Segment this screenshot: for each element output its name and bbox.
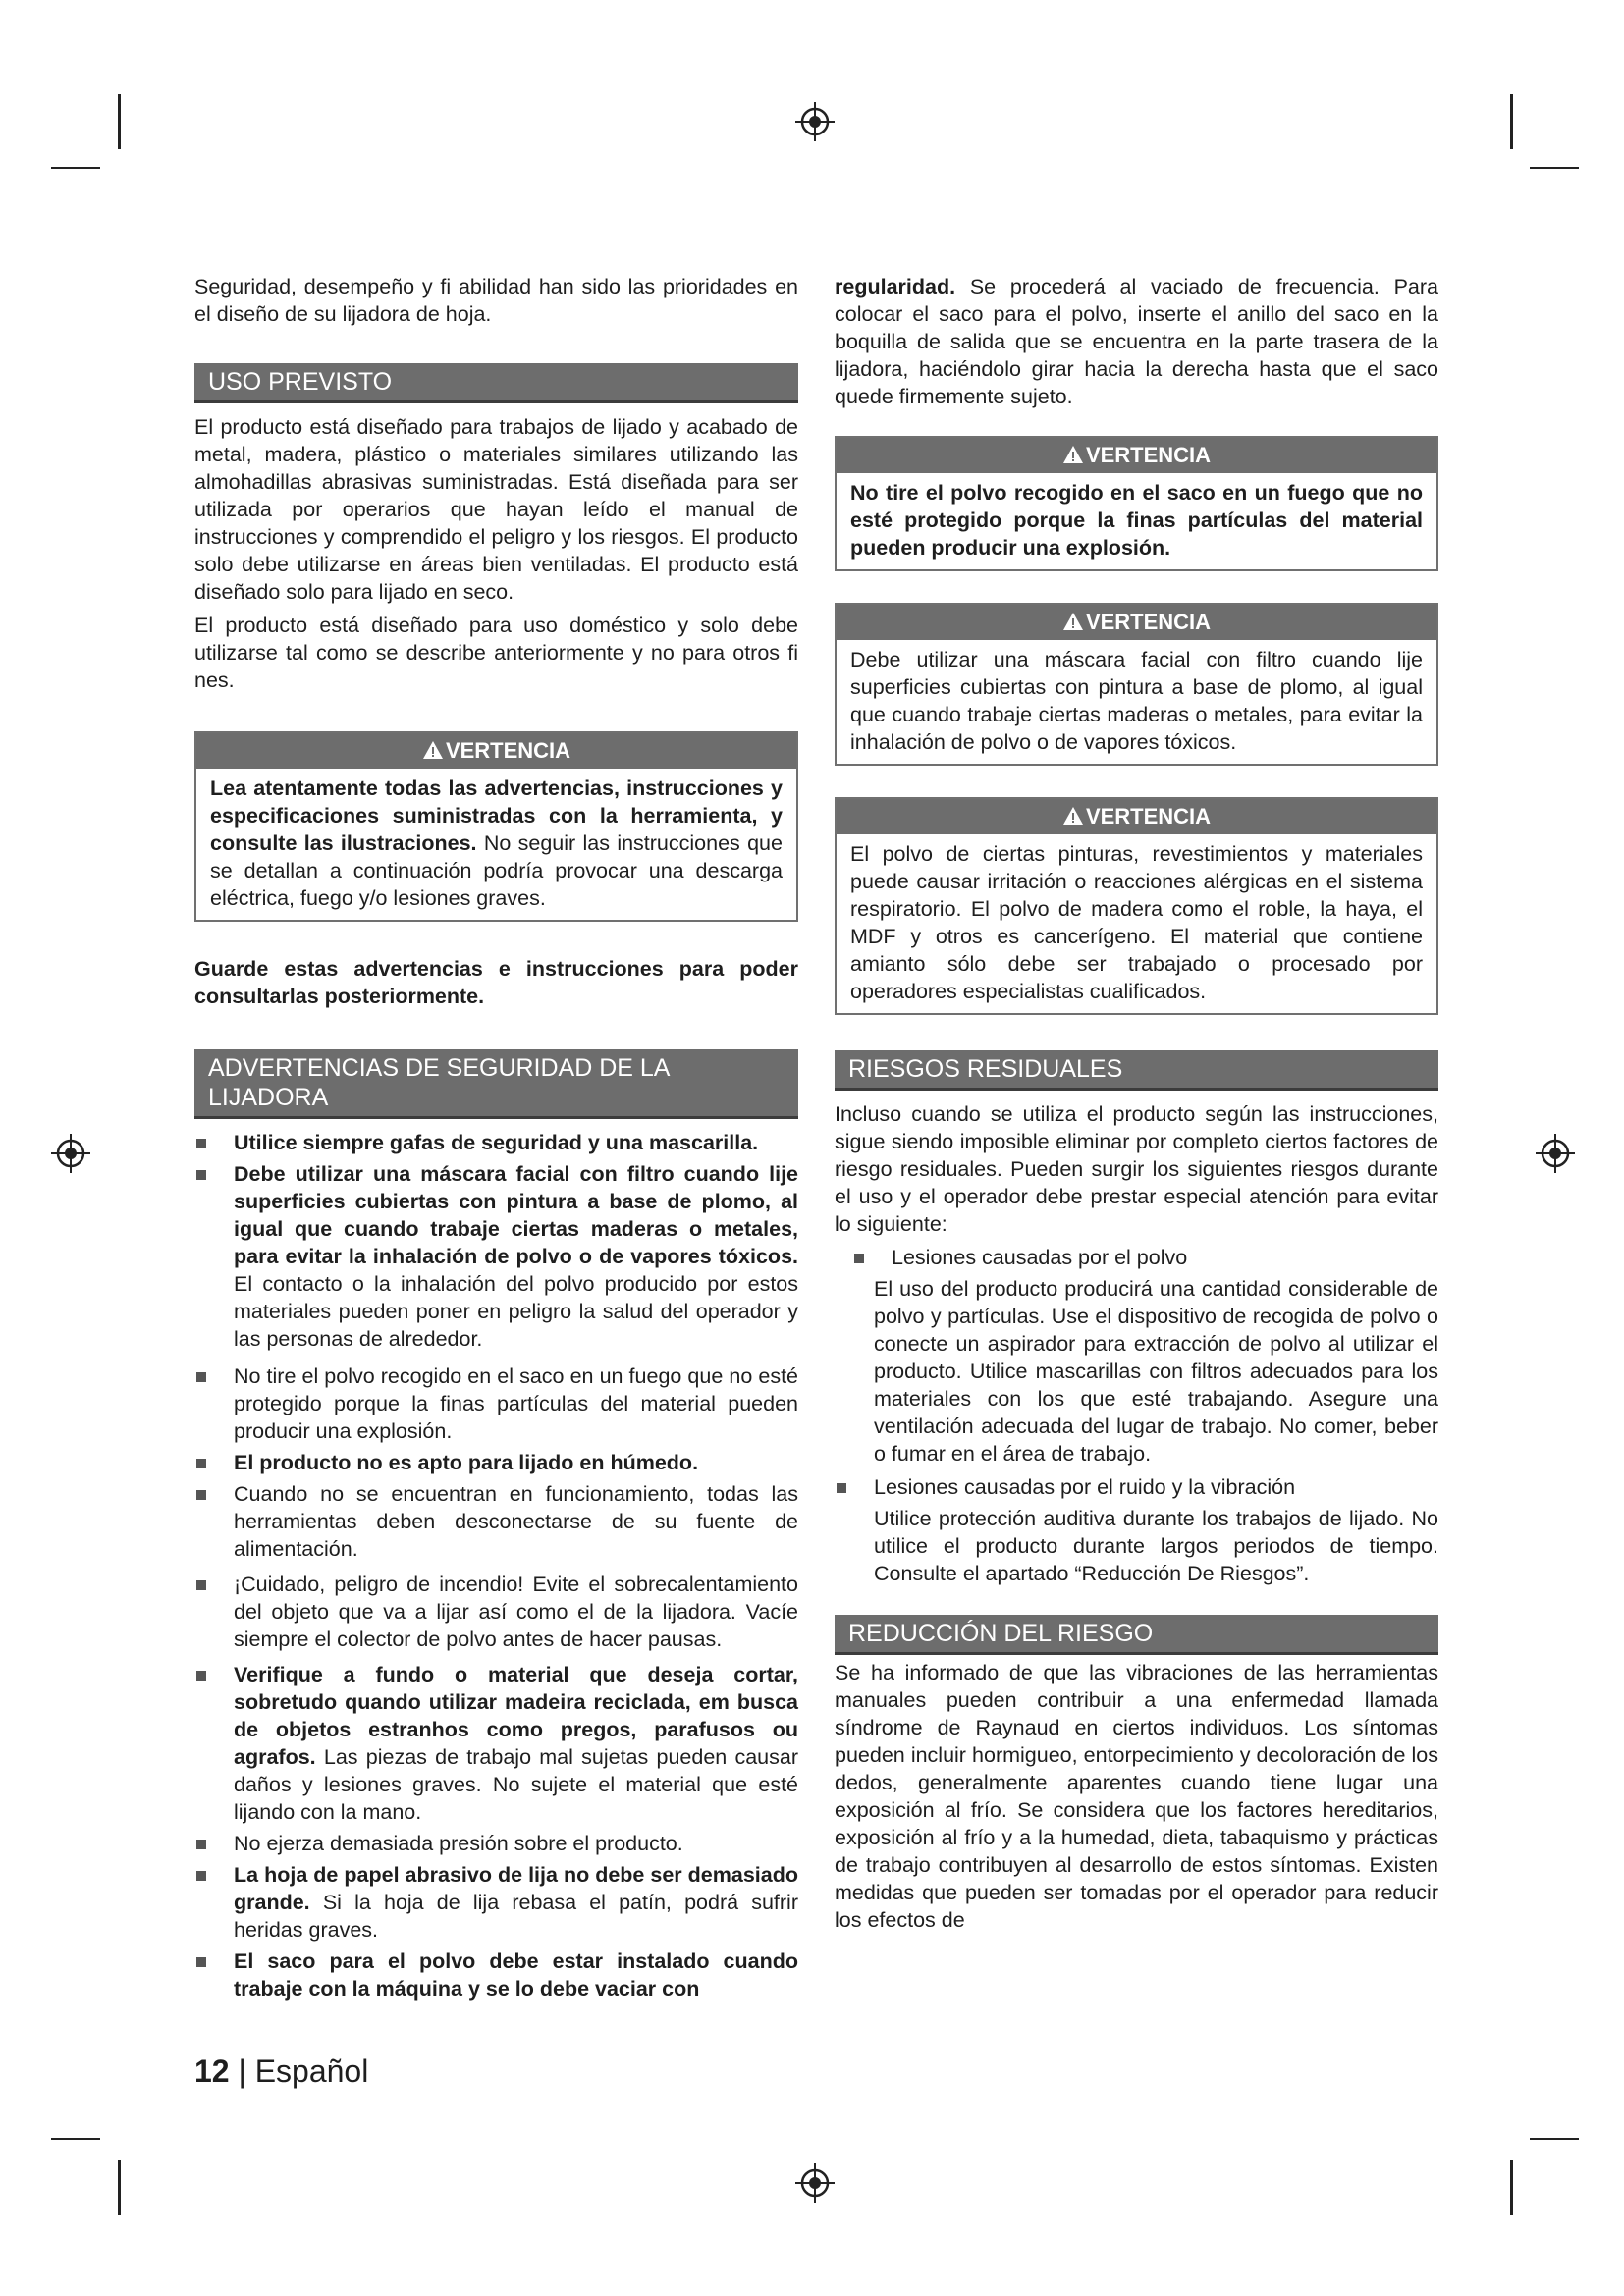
crop-mark [1530,167,1579,169]
list-item: El producto no es apto para lijado en húmedo. [194,1449,798,1476]
warning-body [196,769,796,920]
list-item: Cuando no se encuentran en funcionamiento, todas las herramientas deben desconectarse de su fuente de alimentación. [194,1480,798,1563]
page-footer [194,2054,368,2090]
list-item: No ejerza demasiada presión sobre el producto. [194,1830,798,1857]
footer-separator: | [229,2054,255,2089]
crop-mark [118,2160,121,2215]
registration-mark-icon [793,2162,837,2205]
list-item: La hoja de papel abrasivo de lija no debe ser demasiado grande. Si la hoja de lija rebasa el patín, podrá sufrir heridas graves. [194,1861,798,1944]
left-column [194,273,798,2006]
warning-label: VERTENCIA [1085,610,1212,634]
section-heading-riesgos: RIESGOS RESIDUALES [835,1050,1438,1091]
warning-header [837,605,1436,640]
riesgos-item-text: El uso del producto producirá una cantidad considerable de polvo y partículas. Use el dispositivo de recogida de polvo o conecte un aspirador para extracción de polvo al utilizar el producto. Utilice mascarillas con filtros adecuados para los materiales con los que esté trabajando. Asegure una ventilación adecuada del lugar de trabajo. No comer, beber o fumar en el área de trabajo. [874,1277,1438,1466]
warning-box [835,436,1438,571]
warning-box [835,797,1438,1015]
list-item: Lesiones causadas por el polvo [852,1244,1438,1271]
uso-previsto-paragraph: El producto está diseñado para uso doméstico y solo debe utilizarse tal como se describe anteriormente y no para otros fi nes. [194,614,798,692]
warning-header [837,799,1436,834]
continuation-text: regularidad. Se procederá al vaciado de frecuencia. Para colocar el saco para el polvo, inserte el anillo del saco en la boquilla de salida que se encuentra en la parte trasera de la lijadora, haciéndolo girar hacia la derecha hasta que el saco quede firmemente sujeto. [835,275,1438,408]
warning-label: VERTENCIA [1085,804,1212,828]
intro-text: Seguridad, desempeño y fi abilidad han sido las prioridades en el diseño de su lijadora de hoja. [194,275,798,326]
warning-text: No seguir las instrucciones que se detallan a continuación podría provocar una descarga eléctrica, fuego y/o lesiones graves. [210,831,783,910]
warning-label: VERTENCIA [1085,443,1212,467]
warning-bold-text: Lea atentamente todas las advertencias, instrucciones y especificaciones suministradas con la herramienta, y consulte las ilustraciones. [210,776,783,855]
riesgos-list [852,1244,1438,1271]
registration-mark-icon [793,100,837,143]
list-item: Debe utilizar una máscara facial con filtro cuando lije superficies cubiertas con pintura a base de plomo, al igual que cuando trabaje ciertas maderas o metales, para evitar la inhalación de polvo o de vapores tóxicos. El contacto o la inhalación del polvo producido por estos materiales pueden poner en peligro la salud del operador y las personas de alrededor. [194,1160,798,1353]
safety-list [194,1129,798,2002]
warning-triangle-icon [1062,445,1084,464]
warning-triangle-icon [1062,612,1084,631]
list-item: El saco para el polvo debe estar instalado cuando trabaje con la máquina y se lo debe vaciar con [194,1948,798,2002]
section-heading-reduccion: REDUCCIÓN DEL RIESGO [835,1615,1438,1655]
warning-body: No tire el polvo recogido en el saco en un fuego que no esté protegido porque la finas partículas del material pueden producir una explosión. [850,481,1423,560]
registration-mark-icon [49,1132,92,1175]
list-item: Utilice siempre gafas de seguridad y una mascarilla. [194,1129,798,1156]
keep-instructions-note: Guarde estas advertencias e instrucciones para poder consultarlas posteriormente. [194,957,798,1008]
crop-mark [118,94,121,149]
reduccion-text: Se ha informado de que las vibraciones de las herramientas manuales pueden contribuir a una enfermedad llamada síndrome de Raynaud en ciertos individuos. Los síntomas pueden incluir hormigueo, entorpecimiento y decoloración de los dedos, generalmente aparentes cuando tiene lugar una exposición al frío. Se considera que los factores hereditarios, exposición al frío y a la humedad, dieta, tabaquismo y prácticas de trabajo contribuyen al desarrollo de estos síntomas. Existen medidas que pueden ser tomadas por el operador para reducir los efectos de [835,1661,1438,1932]
warning-body: Debe utilizar una máscara facial con filtro cuando lije superficies cubiertas con pintura a base de plomo, al igual que cuando trabaje ciertas maderas o metales, para evitar la inhalación de polvo o de vapores tóxicos. [850,648,1423,754]
right-column [835,273,1438,1934]
page-number: 12 [194,2054,230,2089]
list-item: No tire el polvo recogido en el saco en un fuego que no esté protegido porque la finas partículas del material pueden producir una explosión. [194,1362,798,1445]
warning-body: El polvo de ciertas pinturas, revestimientos y materiales puede causar irritación o reacciones alérgicas en el sistema respiratorio. El polvo de madera como el roble, la haya, el MDF y otros es cancerígeno. El material que contiene amianto sólo debe ser trabajado o procesado por operadores especialistas cualificados. [850,842,1423,1003]
crop-mark [51,2138,100,2140]
registration-mark-icon [1534,1132,1577,1175]
section-heading-uso-previsto: USO PREVISTO [194,363,798,403]
crop-mark [1510,2160,1513,2215]
crop-mark [51,167,100,169]
warning-triangle-icon [1062,806,1084,826]
warning-header [196,733,796,769]
warning-header [837,438,1436,473]
footer-language: Español [254,2054,369,2089]
riesgos-item-text: Utilice protección auditiva durante los trabajos de lijado. No utilice el producto durante largos periodos de tiempo. Consulte el apartado “Reducción De Riesgos”. [874,1507,1438,1585]
crop-mark [1530,2138,1579,2140]
list-item: Lesiones causadas por el ruido y la vibración [835,1473,1438,1501]
riesgos-intro: Incluso cuando se utiliza el producto según las instrucciones, sigue siendo imposible eliminar por completo ciertos factores de riesgo residuales. Pueden surgir los siguientes riesgos durante el uso y el operador debe prestar especial atención para evitar lo siguiente: [835,1102,1438,1236]
warning-box [835,603,1438,766]
warning-box [194,731,798,922]
crop-mark [1510,94,1513,149]
warning-triangle-icon [422,740,444,760]
warning-label: VERTENCIA [445,738,571,763]
uso-previsto-paragraph: El producto está diseñado para trabajos de lijado y acabado de metal, madera, plástico o materiales similares utilizando las almohadillas abrasivas suministradas. Está diseñada para ser utilizada por operarios que hayan leído el manual de instrucciones y comprendido el peligro y los riesgos. El producto solo debe utilizarse en áreas bien ventiladas. El producto está diseñado solo para lijado en seco. [194,415,798,604]
section-heading-safety: ADVERTENCIAS DE SEGURIDAD DE LA LIJADORA [194,1049,798,1119]
riesgos-list [835,1473,1438,1501]
list-item: ¡Cuidado, peligro de incendio! Evite el sobrecalentamiento del objeto que va a lijar así como el de la lijadora. Vacíe siempre el colector de polvo antes de hacer pausas. [194,1571,798,1653]
list-item: Verifique a fundo o material que deseja cortar, sobretudo quando utilizar madeira reciclada, em busca de objetos estranhos como pregos, parafusos ou agrafos. Las piezas de trabajo mal sujetas pueden causar daños y lesiones graves. No sujete el material que esté lijando con la mano. [194,1661,798,1826]
